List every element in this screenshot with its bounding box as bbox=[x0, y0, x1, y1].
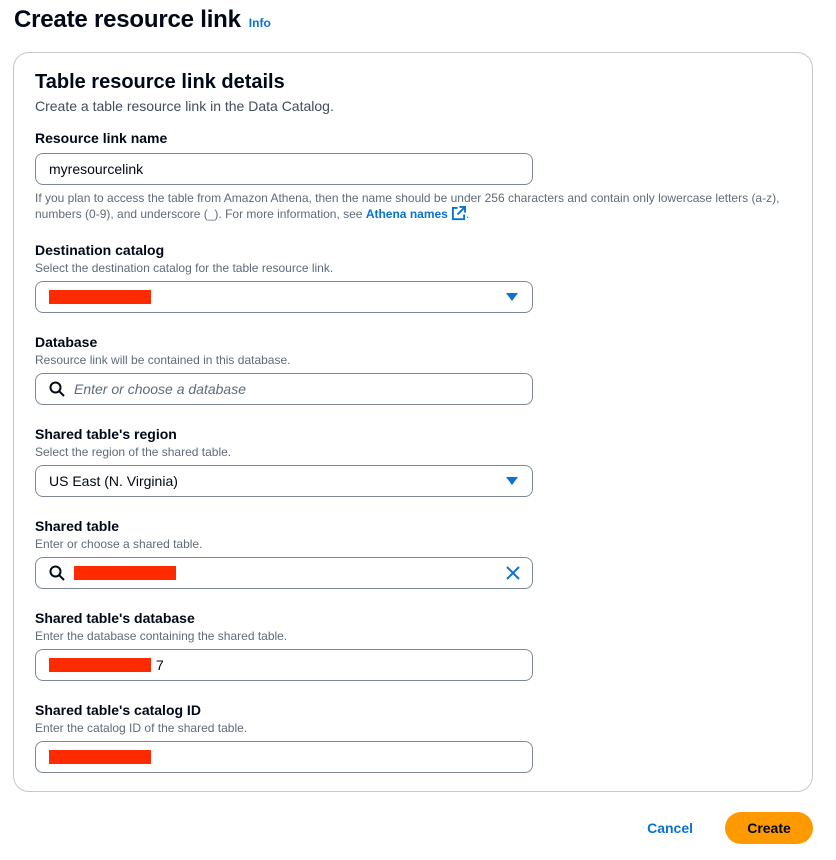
resource-link-name-constraint bbox=[35, 190, 795, 222]
redacted-value bbox=[49, 750, 151, 764]
shared-table-database-input[interactable] bbox=[35, 649, 533, 681]
database-placeholder: Enter or choose a database bbox=[74, 381, 247, 397]
shared-table-input[interactable] bbox=[35, 557, 533, 589]
search-icon bbox=[49, 565, 65, 581]
resource-link-name-field bbox=[35, 129, 795, 222]
database-input[interactable] bbox=[35, 373, 533, 405]
shared-table-database-label: Shared table's database bbox=[35, 610, 195, 626]
shared-table-database-description: Enter the database containing the shared table. bbox=[35, 629, 288, 643]
search-icon bbox=[49, 381, 65, 397]
shared-table-catalog-id-input[interactable] bbox=[35, 741, 533, 773]
shared-table-database-field bbox=[35, 609, 795, 681]
page-title: Create resource link bbox=[14, 6, 241, 33]
shared-table-description: Enter or choose a shared table. bbox=[35, 537, 203, 551]
destination-catalog-select[interactable] bbox=[35, 281, 533, 313]
resource-link-details-container bbox=[13, 52, 813, 792]
database-description: Resource link will be contained in this database. bbox=[35, 353, 291, 367]
clear-icon[interactable] bbox=[505, 565, 521, 581]
destination-catalog-label: Destination catalog bbox=[35, 242, 165, 258]
dropdown-caret-icon bbox=[506, 477, 518, 485]
shared-table-catalog-id-description: Enter the catalog ID of the shared table. bbox=[35, 721, 248, 735]
resource-link-name-label: Resource link name bbox=[35, 130, 168, 146]
shared-table-catalog-id-label: Shared table's catalog ID bbox=[35, 702, 201, 718]
shared-table-field bbox=[35, 517, 795, 589]
create-button[interactable]: Create bbox=[725, 812, 813, 844]
container-description: Create a table resource link in the Data Catalog. bbox=[35, 98, 334, 114]
cancel-button[interactable]: Cancel bbox=[627, 814, 713, 842]
athena-names-link[interactable]: Athena names bbox=[366, 207, 466, 221]
page-header bbox=[14, 6, 271, 34]
shared-table-database-value-suffix: 7 bbox=[156, 657, 164, 673]
shared-table-catalog-id-field bbox=[35, 701, 795, 773]
shared-table-region-description: Select the region of the shared table. bbox=[35, 445, 232, 459]
shared-table-region-value: US East (N. Virginia) bbox=[49, 473, 178, 489]
shared-table-region-label: Shared table's region bbox=[35, 426, 177, 442]
container-title: Table resource link details bbox=[35, 71, 285, 93]
dropdown-caret-icon bbox=[506, 293, 518, 301]
shared-table-region-select[interactable] bbox=[35, 465, 533, 497]
form-actions bbox=[627, 812, 813, 844]
constraint-end: . bbox=[465, 207, 470, 221]
database-field bbox=[35, 333, 795, 405]
database-label: Database bbox=[35, 334, 98, 350]
destination-catalog-description: Select the destination catalog for the table resource link. bbox=[35, 261, 334, 275]
info-link[interactable]: Info bbox=[248, 16, 271, 30]
resource-link-name-input[interactable] bbox=[35, 153, 533, 185]
resource-link-name-value: myresourcelink bbox=[49, 161, 144, 177]
redacted-value bbox=[49, 290, 151, 304]
destination-catalog-field bbox=[35, 241, 795, 313]
constraint-text: If you plan to access the table from Amazon Athena, then the name should be under 256 characters and contain only lowercase letters (a-z), numbers (0-9), and underscore (_). For more information, see bbox=[35, 191, 780, 221]
shared-table-label: Shared table bbox=[35, 518, 120, 534]
shared-table-region-field bbox=[35, 425, 795, 497]
external-link-icon bbox=[451, 206, 466, 221]
redacted-value bbox=[74, 566, 176, 580]
redacted-value bbox=[49, 658, 151, 672]
